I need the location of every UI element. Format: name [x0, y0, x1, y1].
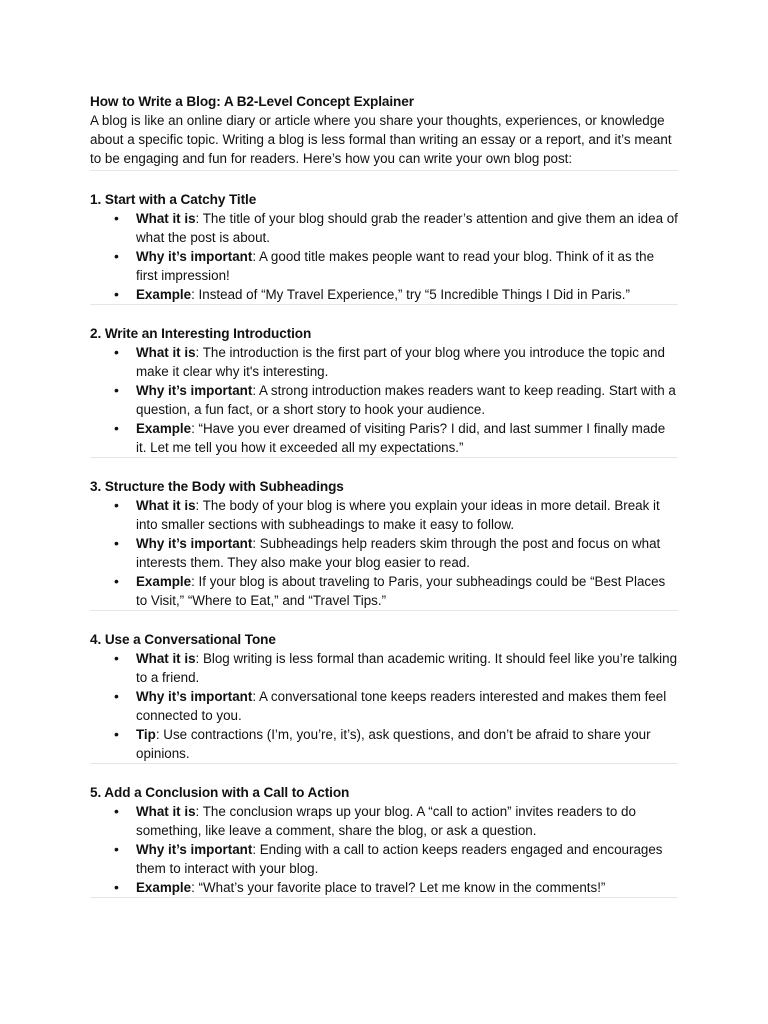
point-text: : Ending with a call to action keeps readers engaged and encourages them to interact with your blog. [136, 842, 663, 876]
list-item [114, 247, 678, 285]
section-heading: 4. Use a Conversational Tone [90, 632, 276, 647]
point-term: Why it’s important [136, 842, 253, 857]
point-text: : If your blog is about traveling to Paris, your subheadings could be “Best Places to Visit,” “Where to Eat,” and “Travel Tips.” [136, 574, 666, 608]
bullet-icon: • [114, 573, 119, 589]
point-term: What it is [136, 804, 196, 819]
point-text: : Use contractions (I’m, you’re, it’s), ask questions, and don’t be afraid to share your opinions. [136, 727, 651, 761]
list-item [114, 209, 678, 247]
divider [90, 763, 678, 764]
point-text: : Instead of “My Travel Experience,” try “5 Incredible Things I Did in Paris.” [191, 287, 630, 302]
list-item [114, 878, 678, 897]
intro-paragraph: A blog is like an online diary or article where you share your thoughts, experiences, or knowledge about a specific topic. Writing a blog is less formal than writing an essay or a report, and it’s meant to be engaging and fun for readers. Here’s how you can write your own blog post: [90, 113, 672, 166]
point-term: Why it’s important [136, 249, 253, 264]
list-item [114, 496, 678, 534]
bullet-icon: • [114, 535, 119, 551]
list-item [114, 572, 678, 610]
list-item [114, 381, 678, 419]
bullet-list [90, 343, 678, 457]
bullet-icon: • [114, 344, 119, 360]
bullet-icon: • [114, 420, 119, 436]
section-heading: 5. Add a Conclusion with a Call to Action [90, 785, 350, 800]
list-item [114, 687, 678, 725]
bullet-list [90, 209, 678, 304]
point-text: : The title of your blog should grab the reader’s attention and give them an idea of what the post is about. [136, 211, 678, 245]
point-term: What it is [136, 211, 196, 226]
bullet-icon: • [114, 726, 119, 742]
point-term: Tip [136, 727, 156, 742]
section-heading: 3. Structure the Body with Subheadings [90, 479, 344, 494]
bullet-icon: • [114, 210, 119, 226]
divider [90, 170, 678, 171]
point-text: : A conversational tone keeps readers interested and makes them feel connected to you. [136, 689, 667, 723]
bullet-icon: • [114, 650, 119, 666]
bullet-icon: • [114, 497, 119, 513]
bullet-icon: • [114, 248, 119, 264]
point-term: Why it’s important [136, 689, 253, 704]
section-heading: 1. Start with a Catchy Title [90, 192, 257, 207]
point-term: What it is [136, 345, 196, 360]
point-text: : A strong introduction makes readers want to keep reading. Start with a question, a fun fact, or a short story to hook your audience. [136, 383, 676, 417]
point-text: : Blog writing is less formal than academic writing. It should feel like you’re talking to a friend. [136, 651, 678, 685]
point-term: What it is [136, 498, 196, 513]
point-term: Example [136, 421, 192, 436]
bullet-icon: • [114, 841, 119, 857]
bullet-list [90, 649, 678, 763]
divider [90, 610, 678, 611]
list-item [114, 285, 678, 304]
bullet-icon: • [114, 688, 119, 704]
point-text: : “What’s your favorite place to travel? Let me know in the comments!” [191, 880, 606, 895]
list-item [114, 725, 678, 763]
bullet-icon: • [114, 803, 119, 819]
list-item [114, 840, 678, 878]
list-item [114, 534, 678, 572]
divider [90, 457, 678, 458]
document-page [90, 92, 678, 898]
point-term: Example [136, 880, 192, 895]
divider [90, 897, 678, 898]
point-term: What it is [136, 651, 196, 666]
section-2 [90, 324, 678, 458]
list-item [114, 649, 678, 687]
section-4 [90, 630, 678, 764]
point-term: Example [136, 574, 192, 589]
section-3 [90, 477, 678, 611]
bullet-icon: • [114, 286, 119, 302]
point-text: : “Have you ever dreamed of visiting Paris? I did, and last summer I finally made it. Let me tell you how it exceeded all my expectations.” [136, 421, 666, 455]
point-text: : A good title makes people want to read your blog. Think of it as the first impression! [136, 249, 655, 283]
bullet-list [90, 802, 678, 897]
point-term: Why it’s important [136, 536, 253, 551]
document-title: How to Write a Blog: A B2-Level Concept Explainer [90, 94, 414, 109]
point-text: : The introduction is the first part of your blog where you introduce the topic and make it clear why it's interesting. [136, 345, 665, 379]
divider [90, 304, 678, 305]
section-1 [90, 190, 678, 305]
point-text: : The conclusion wraps up your blog. A “call to action” invites readers to do something, like leave a comment, share the blog, or ask a question. [136, 804, 636, 838]
point-term: Why it’s important [136, 383, 253, 398]
list-item [114, 419, 678, 457]
point-term: Example [136, 287, 192, 302]
bullet-list [90, 496, 678, 610]
bullet-icon: • [114, 879, 119, 895]
sections-container [90, 190, 678, 898]
section-5 [90, 783, 678, 898]
point-text: : Subheadings help readers skim through the post and focus on what interests them. They also make your blog easier to read. [136, 536, 661, 570]
point-text: : The body of your blog is where you explain your ideas in more detail. Break it into smaller sections with subheadings to make it easy to follow. [136, 498, 660, 532]
list-item [114, 802, 678, 840]
list-item [114, 343, 678, 381]
bullet-icon: • [114, 382, 119, 398]
section-heading: 2. Write an Interesting Introduction [90, 326, 312, 341]
